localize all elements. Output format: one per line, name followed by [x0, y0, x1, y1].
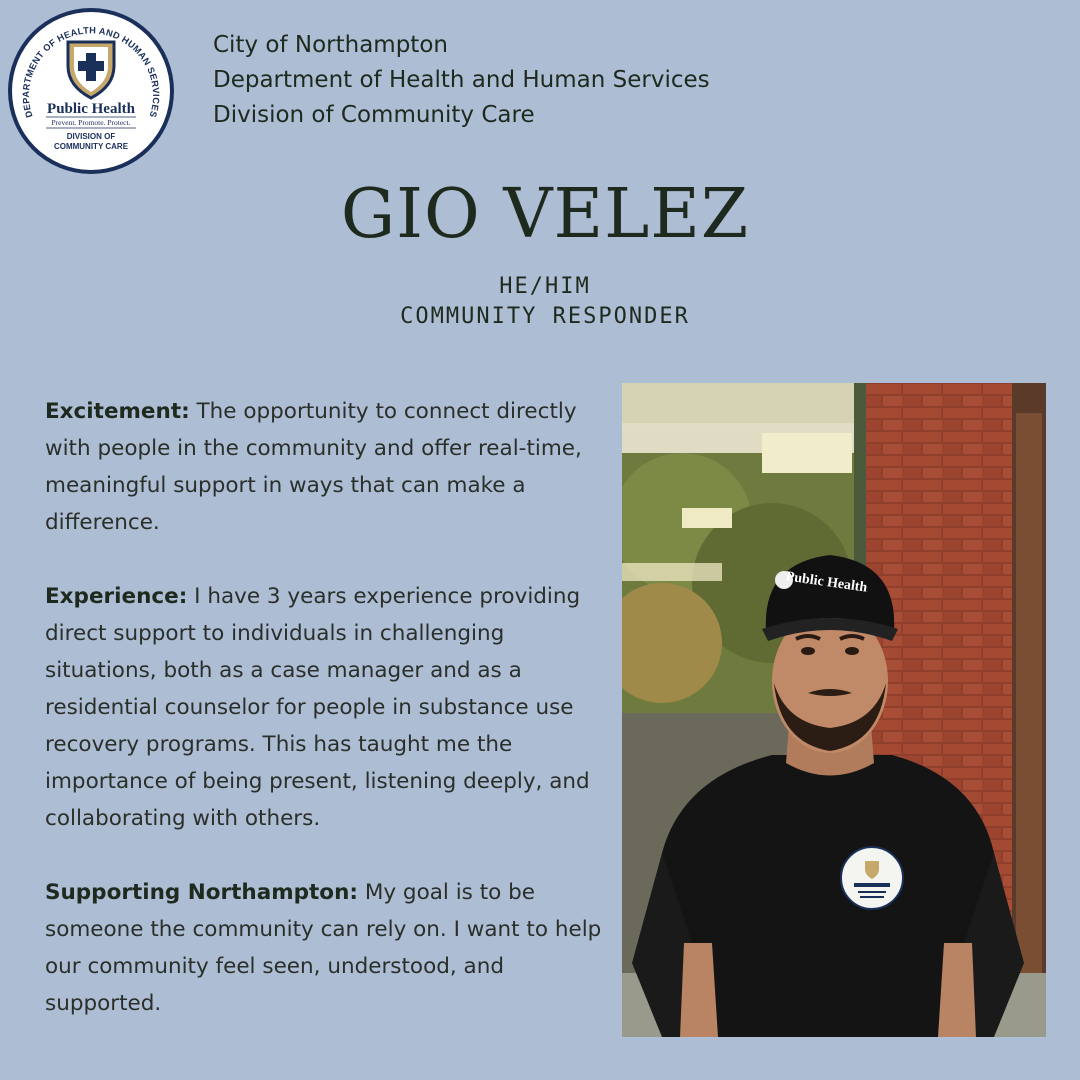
section-text: I have 3 years experience providing direct support to individuals in challenging situations, both as a case manager and as a residential counselor for people in substance use recovery programs. This has taught me the importance of being present, listening deeply, and collaborating with others.	[45, 584, 590, 831]
section-experience	[45, 578, 605, 837]
bio	[45, 393, 605, 1059]
section-supporting	[45, 874, 605, 1022]
logo-division-line1: DIVISION OF	[66, 132, 116, 141]
section-label: Supporting Northampton:	[45, 880, 358, 905]
section-text: My goal is to be someone the community can rely on. I want to help our community feel seen, understood, and supported.	[45, 880, 602, 1016]
shirt-badge-icon	[841, 847, 903, 909]
logo-tagline: Prevent. Promote. Protect.	[51, 118, 131, 127]
org-header	[213, 28, 710, 133]
profile-name: GIO VELEZ	[340, 175, 750, 254]
public-health-logo	[6, 6, 176, 176]
profile-role-block	[0, 272, 1080, 332]
portrait-photo	[622, 383, 1046, 1037]
section-label: Excitement:	[45, 399, 190, 424]
logo-division-line2: COMMUNITY CARE	[53, 142, 129, 151]
logo-brand: Public Health	[47, 101, 135, 117]
org-city: City of Northampton	[213, 32, 448, 58]
cap-text: Public Health	[784, 569, 869, 596]
section-text: The opportunity to connect directly with people in the community and offer real-time, meaningful support in ways that can make a difference.	[45, 399, 582, 535]
profile-pronouns: HE/HIM	[499, 274, 591, 299]
logo-ring-text: DEPARTMENT OF HEALTH AND HUMAN SERVICES	[20, 25, 162, 119]
profile-role: COMMUNITY RESPONDER	[400, 304, 690, 329]
section-excitement	[45, 393, 605, 541]
org-department: Department of Health and Human Services	[213, 67, 710, 93]
org-division: Division of Community Care	[213, 102, 535, 128]
section-label: Experience:	[45, 584, 188, 609]
